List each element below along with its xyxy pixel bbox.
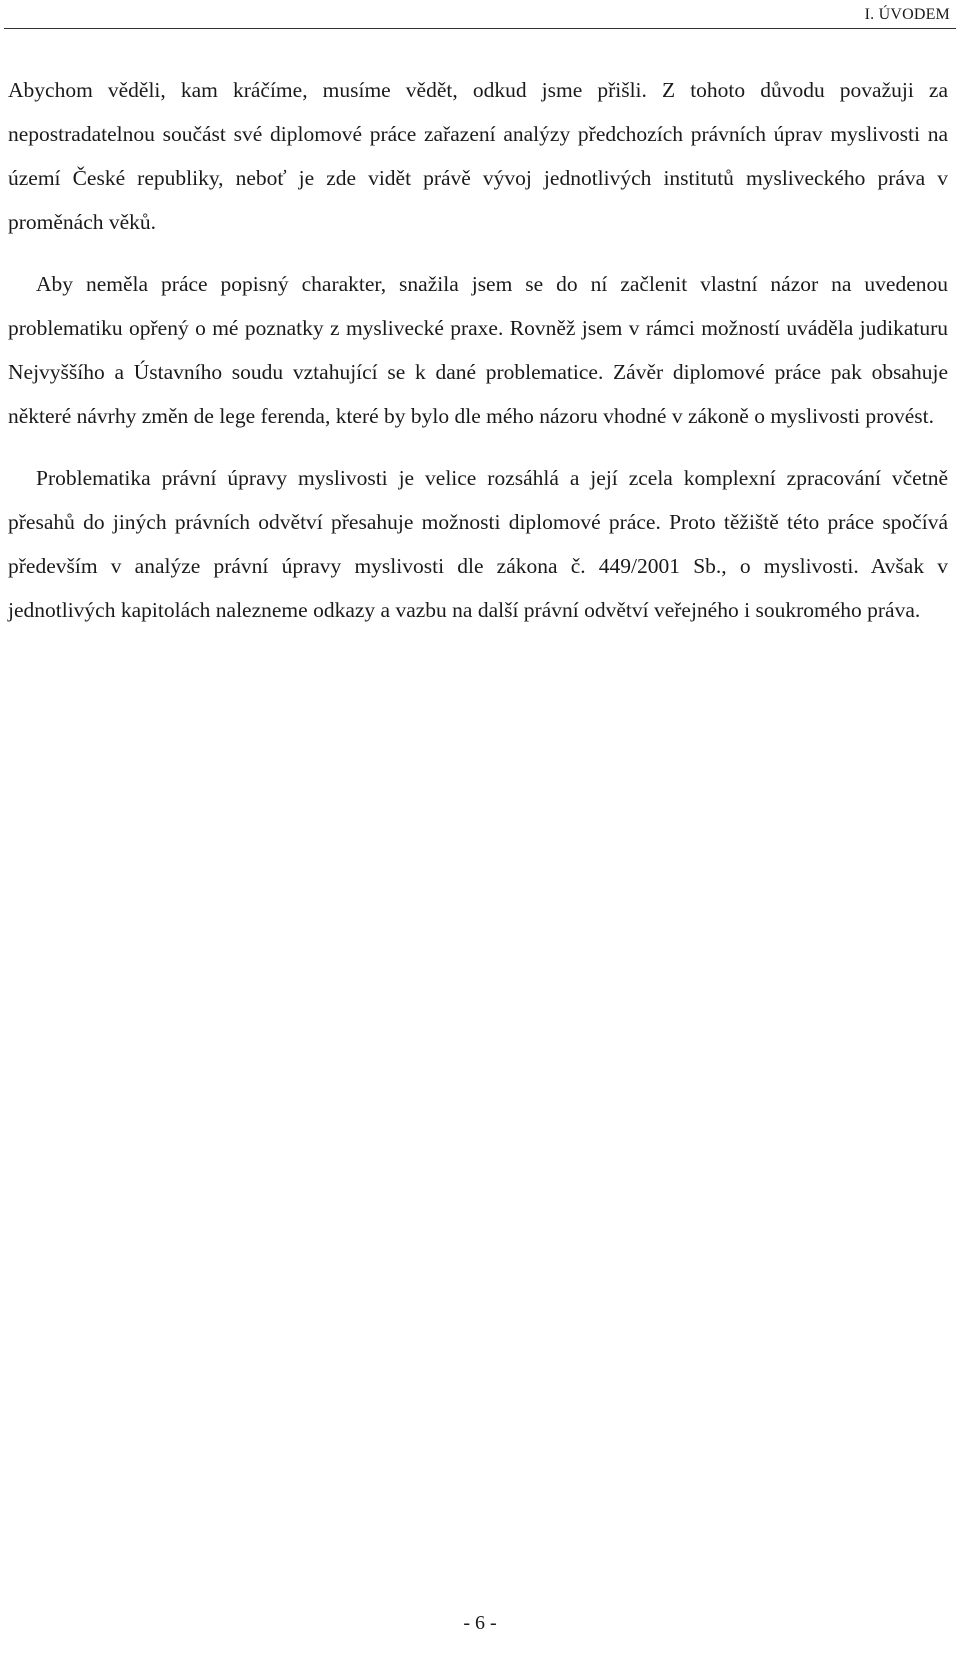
page-number: - 6 -: [463, 1612, 497, 1634]
paragraph-1: Abychom věděli, kam kráčíme, musíme vědět, odkud jsme přišli. Z tohoto důvodu považuji za nepostradatelnou součást své diplomové práce zařazení analýzy předchozích právních úprav myslivosti na území České republiky, neboť je zde vidět právě vývoj jednotlivých institutů mysliveckého práva v proměnách věků.: [8, 78, 948, 234]
header-divider: [4, 28, 956, 29]
paragraph-3: Problematika právní úpravy myslivosti je velice rozsáhlá a její zcela komplexní zpracování včetně přesahů do jiných právních odvětví přesahuje možnosti diplomové práce. Proto těžiště této práce spočívá především v analýze právní úpravy myslivosti dle zákona č. 449/2001 Sb., o myslivosti. Avšak v jednotlivých kapitolách nalezneme odkazy a vazbu na další právní odvětví veřejného i soukromého práva.: [8, 466, 948, 622]
running-header-chapter: I. ÚVODEM: [864, 6, 950, 23]
paragraph-2: Aby neměla práce popisný charakter, snažila jsem se do ní začlenit vlastní názor na uvedenou problematiku opřený o mé poznatky z myslivecké praxe. Rovněž jsem v rámci možností uváděla judikaturu Nejvyššího a Ústavního soudu vztahující se k dané problematice. Závěr diplomové práce pak obsahuje některé návrhy změn de lege ferenda, které by bylo dle mého názoru vhodné v zákoně o myslivosti provést.: [8, 272, 948, 428]
document-body: [8, 68, 948, 650]
